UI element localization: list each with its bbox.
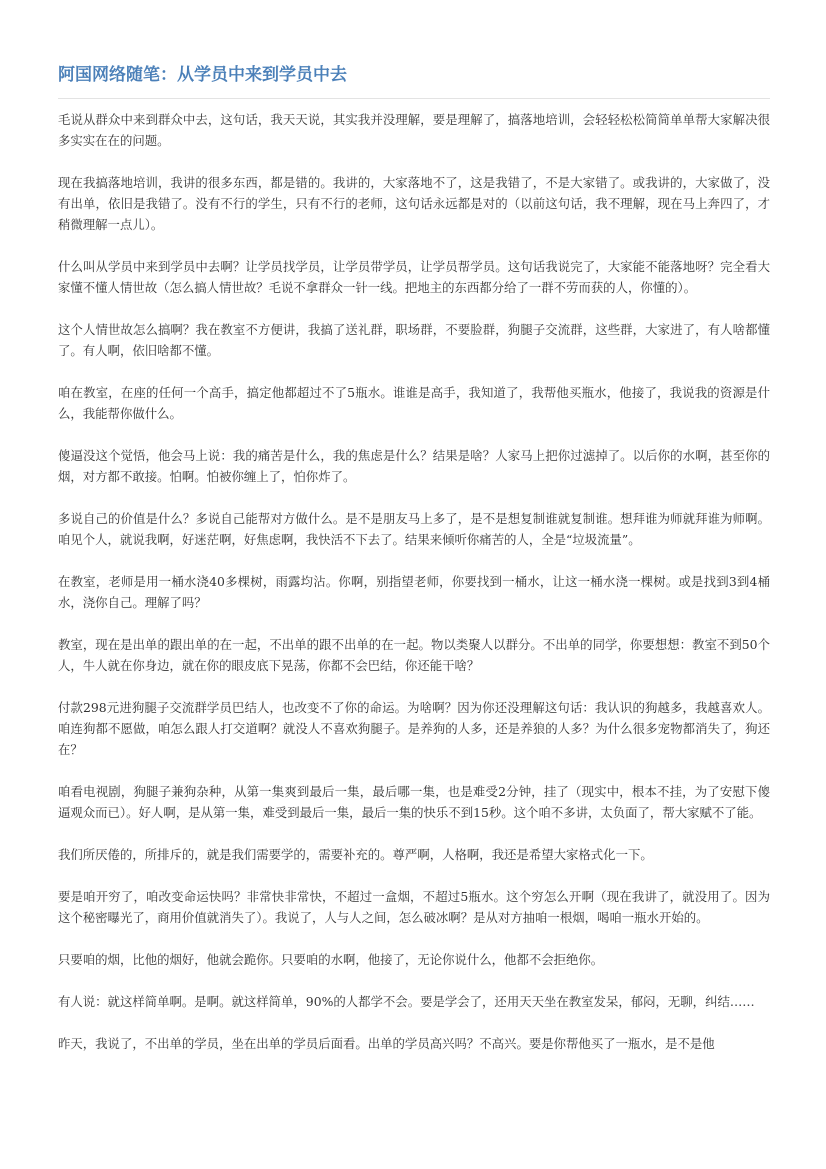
paragraph: 有人说：就这样简单啊。是啊。就这样简单，90%的人都学不会。要是学会了，还用天天坐在教室发呆，郁闷，无聊，纠结…… xyxy=(58,994,755,1009)
paragraph: 毛说从群众中来到群众中去，这句话，我天天说，其实我并没理解，要是理解了，搞落地培训，会轻轻松松简简单单帮大家解决很多实实在在的问题。 xyxy=(58,112,770,148)
paragraph: 在教室，老师是用一桶水浇40多棵树，雨露均沾。你啊，别指望老师，你要找到一桶水，让这一桶水浇一棵树。或是找到3到4桶水，浇你自己。理解了吗？ xyxy=(58,574,770,610)
article-body xyxy=(58,109,770,1054)
paragraph: 付款298元进狗腿子交流群学员巴结人，也改变不了你的命运。为啥啊？因为你还没理解这句话：我认识的狗越多，我越喜欢人。咱连狗都不愿做，咱怎么跟人打交道啊？就没人不喜欢狗腿子。是养狗的人多，还是养狼的人多？为什么很多宠物都消失了，狗还在？ xyxy=(58,700,770,757)
paragraph: 只要咱的烟，比他的烟好，他就会跪你。只要咱的水啊，他接了，无论你说什么，他都不会拒绝你。 xyxy=(58,952,604,967)
article-title: 阿国网络随笔：从学员中来到学员中去 xyxy=(58,62,770,99)
paragraph: 咱在教室，在座的任何一个高手，搞定他都超过不了5瓶水。谁谁是高手，我知道了，我帮他买瓶水，他接了，我说我的资源是什么，我能帮你做什么。 xyxy=(58,385,770,421)
paragraph: 咱看电视剧，狗腿子兼狗杂种，从第一集爽到最后一集，最后哪一集，也是难受2分钟，挂了（现实中，根本不挂，为了安慰下傻逼观众而已）。好人啊，是从第一集，难受到最后一集，最后一集的快乐不到15秒。这个咱不多讲，太负面了，帮大家赋不了能。 xyxy=(58,784,770,820)
paragraph: 现在我搞落地培训，我讲的很多东西，都是错的。我讲的，大家落地不了，这是我错了，不是大家错了。或我讲的，大家做了，没有出单，依旧是我错了。没有不行的学生，只有不行的老师，这句话永远都是对的（以前这句话，我不理解，现在马上奔四了，才稍微理解一点儿）。 xyxy=(58,175,770,232)
paragraph: 什么叫从学员中来到学员中去啊？让学员找学员，让学员带学员，让学员帮学员。这句话我说完了，大家能不能落地呀？完全看大家懂不懂人情世故（怎么搞人情世故？毛说不拿群众一针一线。把地主的东西都分给了一群不劳而获的人，你懂的）。 xyxy=(58,259,770,295)
paragraph: 多说自己的价值是什么？多说自己能帮对方做什么。是不是朋友马上多了，是不是想复制谁就复制谁。想拜谁为师就拜谁为师啊。咱见个人，就说我啊，好迷茫啊，好焦虑啊，我快活不下去了。结果来倾听你痛苦的人，全是“垃圾流量”。 xyxy=(58,511,770,547)
paragraph: 这个人情世故怎么搞啊？我在教室不方便讲，我搞了送礼群，职场群，不要脸群，狗腿子交流群，这些群，大家进了，有人啥都懂了。有人啊，依旧啥都不懂。 xyxy=(58,322,770,358)
paragraph: 要是咱开穷了，咱改变命运快吗？非常快非常快，不超过一盒烟，不超过5瓶水。这个穷怎么开啊（现在我讲了，就没用了。因为这个秘密曝光了，商用价值就消失了）。我说了，人与人之间，怎么破冰啊？是从对方抽咱一根烟，喝咱一瓶水开始的。 xyxy=(58,889,770,925)
paragraph: 傻逼没这个觉悟，他会马上说：我的痛苦是什么，我的焦虑是什么？结果是啥？人家马上把你过滤掉了。以后你的水啊，甚至你的烟，对方都不敢接。怕啊。怕被你缠上了，怕你炸了。 xyxy=(58,448,770,484)
paragraph: 教室，现在是出单的跟出单的在一起，不出单的跟不出单的在一起。物以类聚人以群分。不出单的同学，你要想想：教室不到50个人，牛人就在你身边，就在你的眼皮底下晃荡，你都不会巴结，你还能干啥？ xyxy=(58,637,770,673)
paragraph: 我们所厌倦的，所排斥的，就是我们需要学的，需要补充的。尊严啊，人格啊，我还是希望大家格式化一下。 xyxy=(58,847,653,862)
article xyxy=(58,62,770,1075)
paragraph: 昨天，我说了，不出单的学员，坐在出单的学员后面看。出单的学员高兴吗？不高兴。要是你帮他买了一瓶水，是不是他 xyxy=(58,1036,715,1051)
